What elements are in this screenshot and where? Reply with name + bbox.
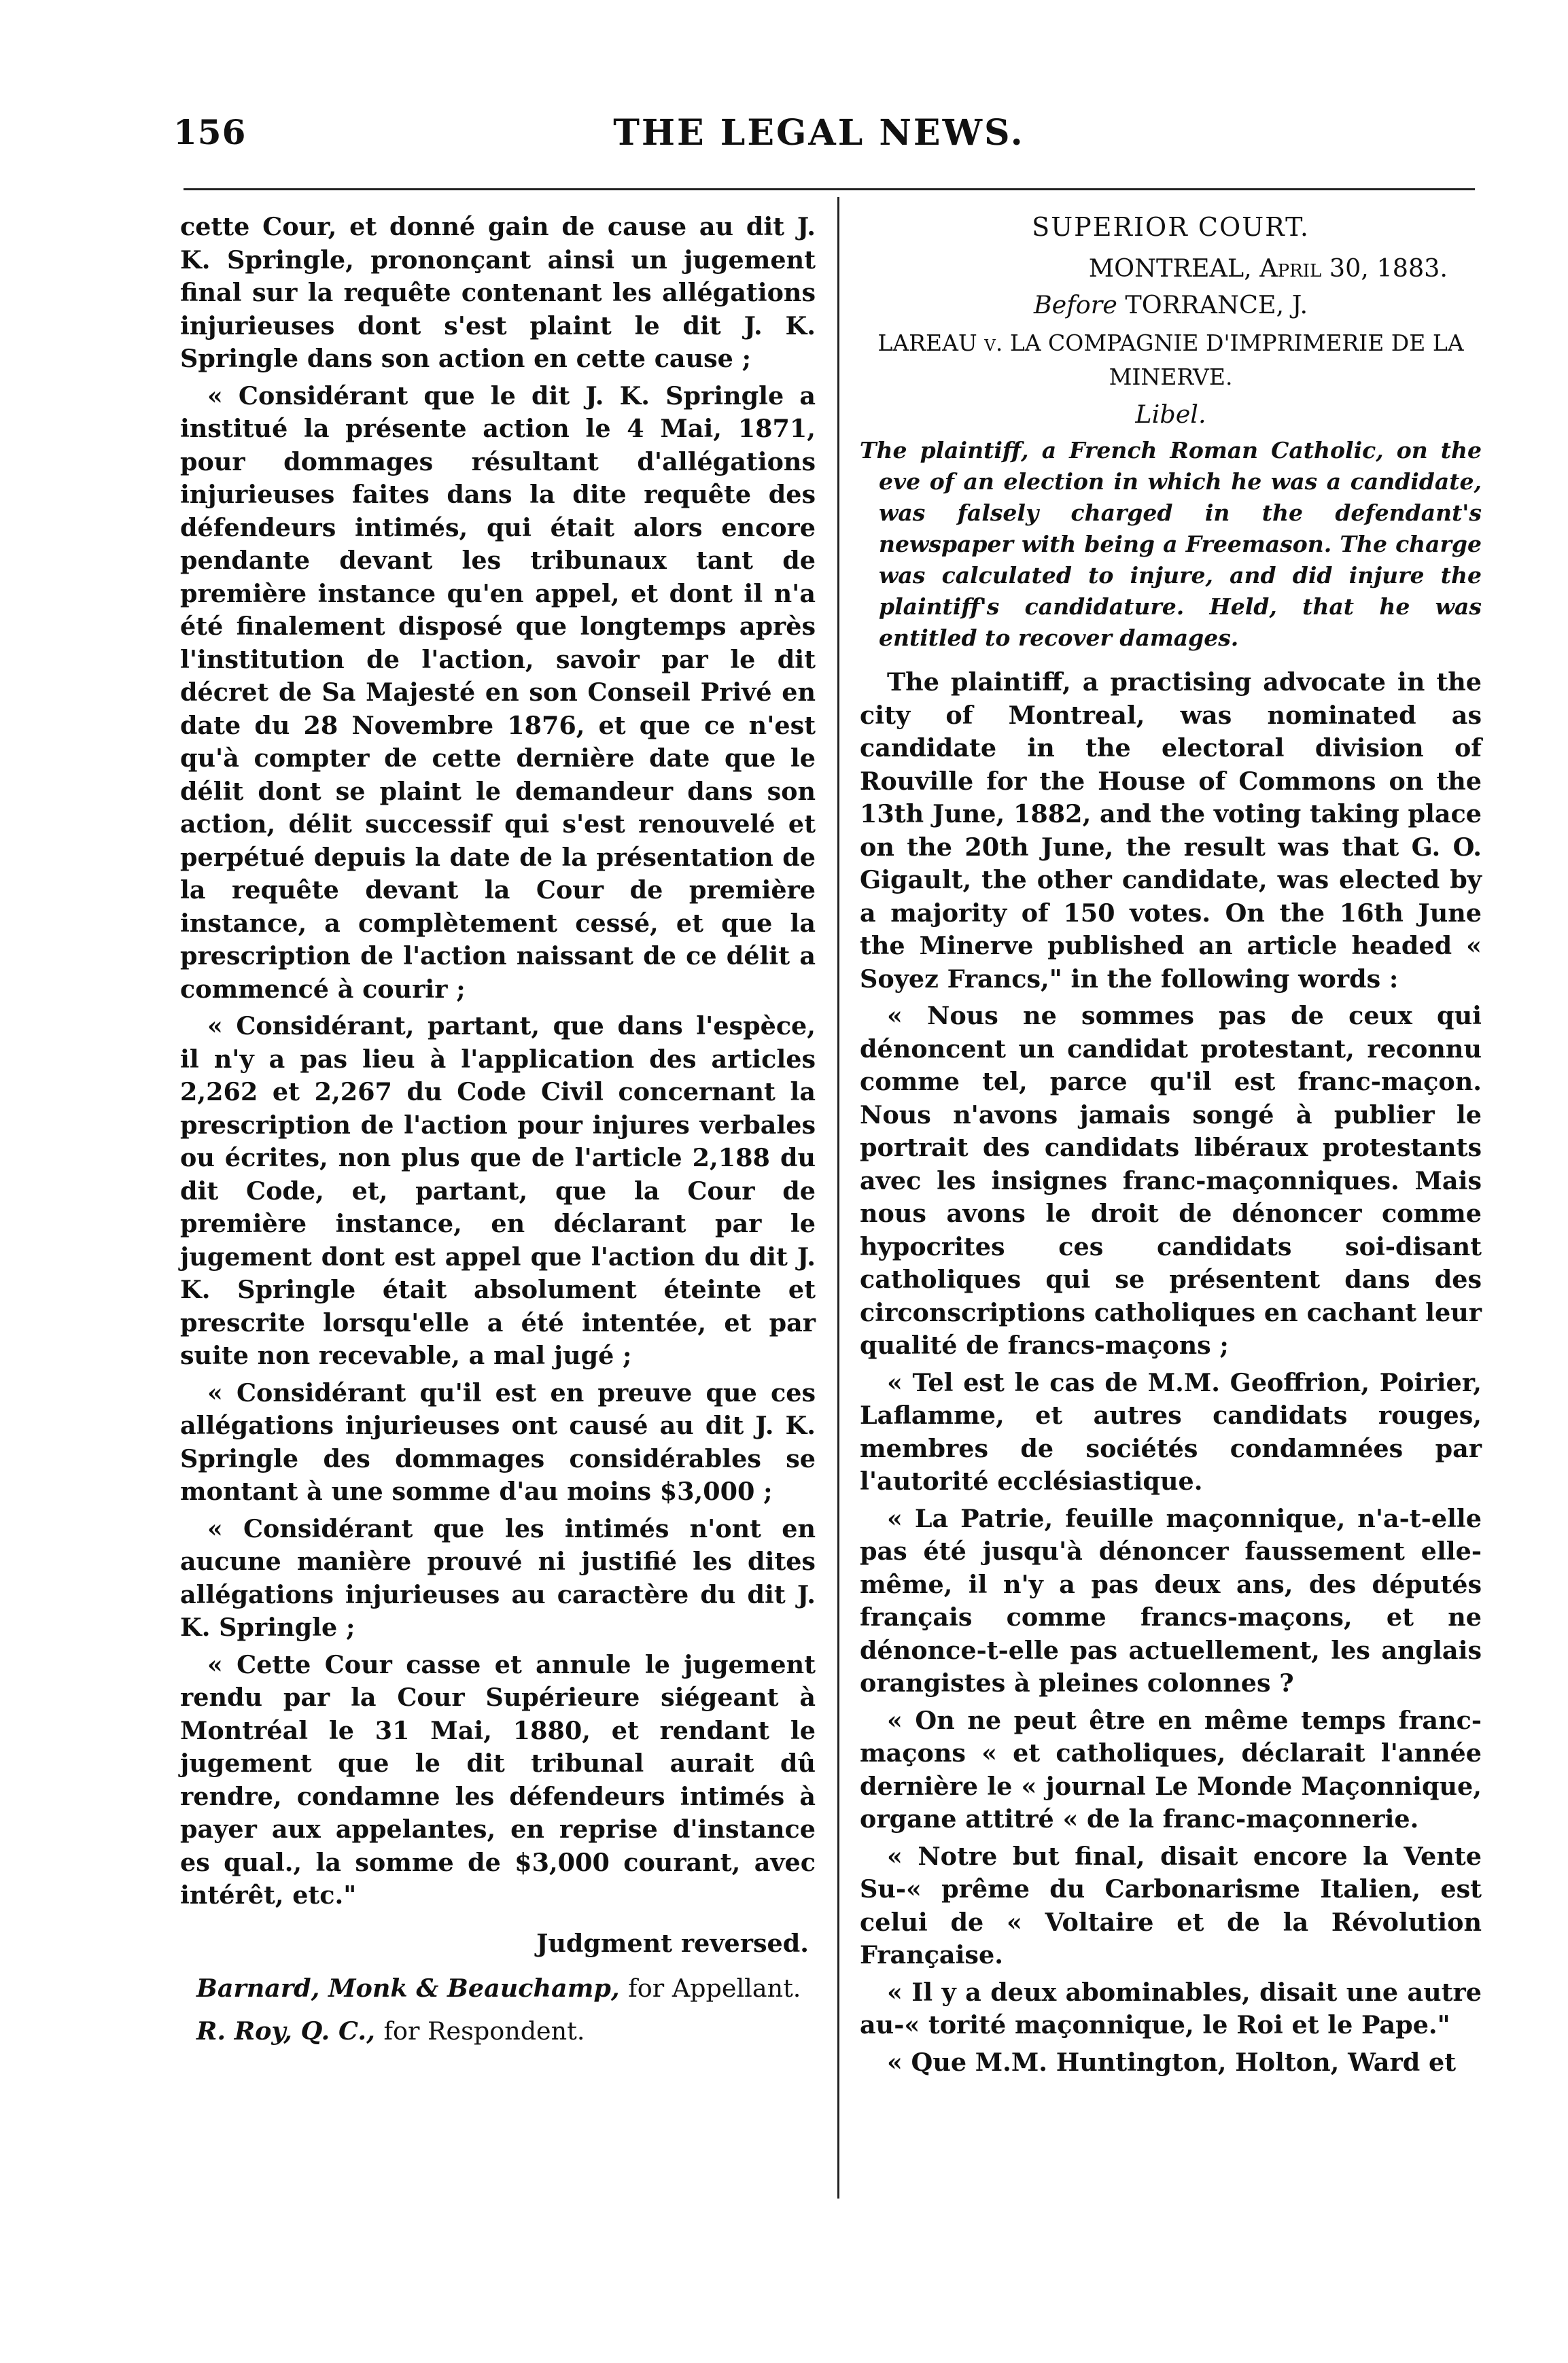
judge-name: TORRANCE, J.: [1125, 290, 1308, 319]
counsel-respondent-role: for Respondent.: [383, 2016, 585, 2046]
page-number: 156: [173, 112, 247, 152]
right-column: [860, 211, 1482, 2079]
left-paragraph-2: « Considérant que le dit J. K. Springle a institué la présente action le 4 Mai, 1871, pour dommages résultant d'allégations injurieuses faites dans la dite requête des défendeurs intimés, qui était alors encore pendante devant les tribunaux tant de première instance qu'en appel, et dont il n'a été finalement disposé que longtemps après l'institution de l'action, savoir par le dit décret de Sa Majesté en son Conseil Privé en date du 28 Novembre 1876, et que ce n'est qu'à compter de cette dernière date que le délit dont se plaint le demandeur dans son action, délit successif qui s'est renouvelé et perpétué depuis la date de la présentation de la requête devant la Cour de première instance, a complètement cessé, et que la prescription de l'action naissant de ce délit a commencé à courir ;: [180, 381, 816, 1004]
left-paragraph-4: « Considérant qu'il est en preuve que ces allégations injurieuses ont causé au dit J. K. Springle des dommages considérables se montant à une somme d'au moins $3,000 ;: [180, 1378, 816, 1506]
counsel-respondent: [180, 2015, 816, 2048]
case-title: LAREAU v. LA COMPAGNIE D'IMPRIMERIE DE LA MINERVE.: [877, 329, 1464, 390]
right-paragraph-4: « La Patrie, feuille maçonnique, n'a-t-elle pas été jusqu'à dénoncer faussement elle-même, il n'y a pas deux ans, des députés français comme francs-maçons, et ne dénonce-t-elle pas actuellement, les anglais orangistes à pleines colonnes ?: [860, 1503, 1482, 1698]
dateline: [860, 252, 1482, 285]
left-paragraph-5: « Considérant que les intimés n'ont en aucune manière prouvé ni justifié les dites allégations injurieuses au caractère du dit J. K. Springle ;: [180, 1513, 816, 1642]
right-paragraph-7: « Il y a deux abominables, disait une autre au-« torité maçonnique, le Roi et le Pape.": [860, 1977, 1482, 2040]
counsel-appellant-role: for Appellant.: [628, 1974, 801, 2003]
court-heading: SUPERIOR COURT.: [1032, 212, 1310, 242]
right-paragraph-2: « Nous ne sommes pas de ceux qui dénoncent un candidat protestant, reconnu comme tel, parce qu'il est franc-maçon. Nous n'avons jamais songé à publier le portrait des candidats libéraux protestants avec les insignes franc-maçonniques. Mais nous avons le droit de dénoncer comme hypocrites ces candidats soi-disant catholiques qui se présentent dans des circonscriptions catholiques en cachant leur qualité de francs-maçons ;: [860, 1001, 1482, 1360]
counsel-appellant-names: Barnard, Monk & Beauchamp,: [196, 1974, 620, 2003]
left-paragraph-6: « Cette Cour casse et annule le jugement rendu par la Cour Supérieure siégeant à Montréal le 31 Mai, 1880, et rendant le jugement que le dit tribunal aurait dû rendre, condamne les défendeurs intimés à payer aux appelantes, en reprise d'instance es qual., la somme de $3,000 courant, avec intérêt, etc.": [180, 1649, 816, 1910]
left-paragraph-3: « Considérant, partant, que dans l'espèce, il n'y a pas lieu à l'application des articles 2,262 et 2,267 du Code Civil concernant la prescription de l'action pour injures verbales ou écrites, non plus que de l'article 2,188 du dit Code, et, partant, que la Cour de première instance, en déclarant par le jugement dont est appel que l'action du dit J. K. Springle était absolument éteinte et prescrite lorsqu'elle a été intentée, et par suite non recevable, a mal jugé ;: [180, 1011, 816, 1370]
masthead-title: THE LEGAL NEWS.: [613, 112, 1025, 154]
dateline-text: MONTREAL, April 30, 1883.: [1088, 253, 1448, 283]
before-judge-line: [860, 289, 1482, 322]
header-rule: [184, 188, 1475, 190]
judgment-line: Judgment reversed.: [536, 1928, 809, 1958]
right-paragraph-8: « Que M.M. Huntington, Holton, Ward et: [887, 2047, 1457, 2077]
page-header: [173, 112, 1465, 167]
counsel-appellant: [180, 1972, 816, 2006]
topic-heading: Libel.: [1135, 399, 1206, 429]
column-divider: [837, 197, 839, 2199]
headnote-body: a French Roman Catholic, on the eve of an election in which he was a candidate, was falsely charged in the defendant's newspaper with being a Freemason. The charge was calculated to injure, and did injure the plaintiff's candidature. Held, that he was entitled to recover damages.: [879, 437, 1482, 651]
left-paragraph-1: cette Cour, et donné gain de cause au dit J. K. Springle, prononçant ainsi un jugement final sur la requête contenant les allégations injurieuses dont s'est plaint le dit J. K. Springle dans son action en cette cause ;: [180, 212, 816, 373]
right-paragraph-3: « Tel est le cas de M.M. Geoffrion, Poirier, Laflamme, et autres candidats rouges, membres de sociétés condamnées par l'autorité ecclésiastique.: [860, 1367, 1482, 1496]
left-column: [180, 211, 816, 2048]
headnote-lead: The plaintiff,: [860, 437, 1029, 463]
right-paragraph-5: « On ne peut être en même temps franc-maçons « et catholiques, déclarait l'année dernière le « journal Le Monde Maçonnique, organe attitré « de la franc-maçonnerie.: [860, 1705, 1482, 1834]
before-label: Before: [1033, 290, 1117, 319]
right-paragraph-1: The plaintiff, a practising advocate in the city of Montreal, was nominated as candidate in the electoral division of Rouville for the House of Commons on the 13th June, 1882, and the voting taking place on the 20th June, the result was that G. O. Gigault, the other candidate, was elected by a majority of 150 votes. On the 16th June the Minerve published an article headed « Soyez Francs," in the following words :: [860, 667, 1482, 994]
counsel-respondent-names: R. Roy, Q. C.,: [196, 2016, 375, 2046]
right-paragraph-6: « Notre but final, disait encore la Vente Su-« prême du Carbonarisme Italien, est celui de « Voltaire et de la Révolution Française.: [860, 1841, 1482, 1970]
headnote: [860, 435, 1482, 654]
